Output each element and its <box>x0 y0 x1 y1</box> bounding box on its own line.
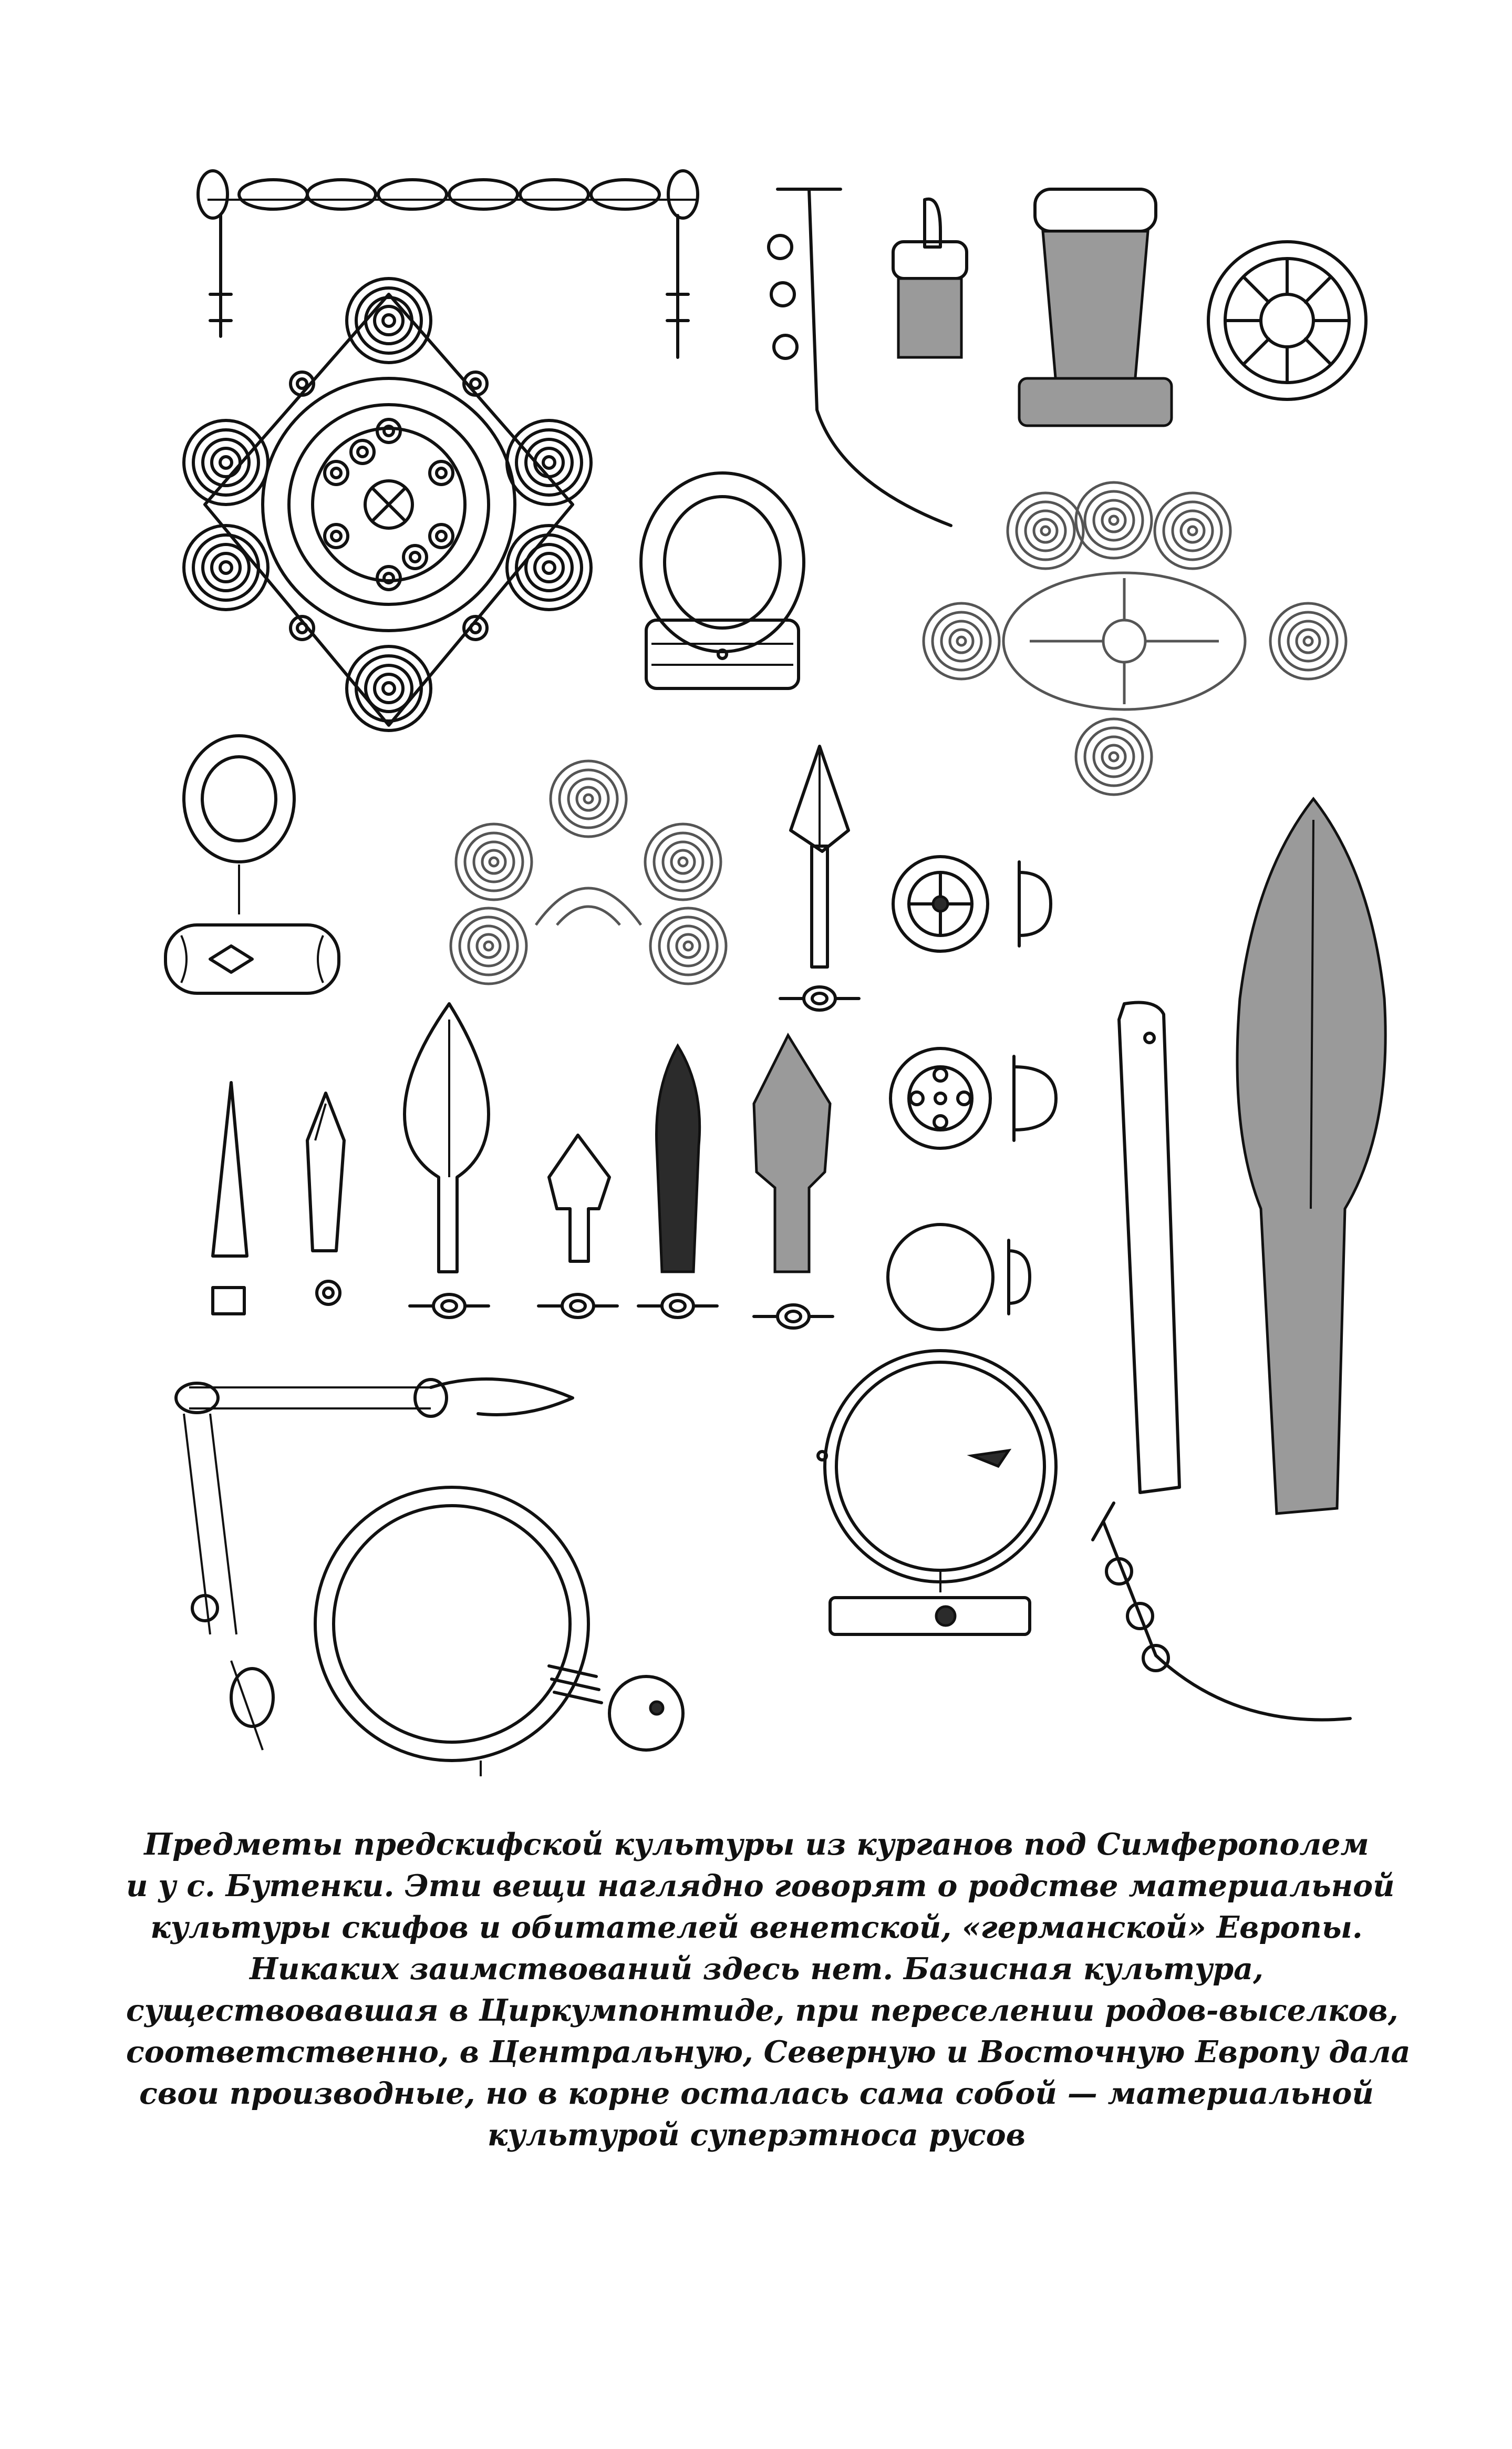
arrowhead-center <box>780 746 859 1010</box>
caption-line: Никаких заимствований здесь нет. Базисная культура, <box>250 1951 1264 1987</box>
caption-line: культурой суперэтноса русов <box>487 2117 1026 2153</box>
decorated-cylinder <box>1019 189 1172 426</box>
whetstone-bar <box>1119 1003 1179 1493</box>
caption-line: и у с. Бутенки. Эти вещи наглядно говорят о родстве материальной <box>126 1868 1395 1903</box>
bronze-chain <box>198 171 699 357</box>
spiral-brooch-right <box>924 482 1346 795</box>
chain-pendant <box>176 1379 573 1750</box>
arrowhead-hatched <box>754 1035 833 1328</box>
caption-line: культуры скифов и обитателей венетской, «германской» Европы. <box>150 1910 1363 1945</box>
loop-pin-lower <box>1093 1503 1350 1720</box>
spiral-pendant-arch <box>451 761 726 984</box>
caption-line: соответственно, в Центральную, Северную и Восточную Европу дала <box>126 2034 1411 2070</box>
signet-ring <box>641 473 804 688</box>
arrowhead-small <box>538 1135 617 1318</box>
spearhead-large <box>1237 799 1385 1514</box>
button-disc-plain <box>888 1224 1030 1330</box>
rosette-disc <box>1208 242 1366 399</box>
arrowhead-narrow-2 <box>307 1093 344 1304</box>
spearhead-leaf <box>405 1004 489 1318</box>
button-disc-cross <box>893 857 1051 951</box>
button-disc-dots <box>890 1048 1056 1148</box>
arrowhead-narrow-1 <box>213 1083 247 1314</box>
caption-line: Предметы предскифской культуры из курганов под Симферополем <box>144 1827 1369 1862</box>
torque-ring <box>315 1487 683 1776</box>
carved-bead <box>165 736 339 993</box>
spiral-brooch-large <box>184 279 591 730</box>
decorated-pommel-small <box>893 199 967 357</box>
open-ring-with-bar <box>818 1351 1056 1634</box>
caption-line: свои производные, но в корне осталась сама собой — материальной <box>139 2076 1374 2111</box>
figure-caption <box>126 1824 1411 2156</box>
caption-line: существовавшая в Циркумпонтиде, при переселении родов-выселков, <box>126 1993 1399 2028</box>
arrowhead-dark <box>638 1046 717 1318</box>
